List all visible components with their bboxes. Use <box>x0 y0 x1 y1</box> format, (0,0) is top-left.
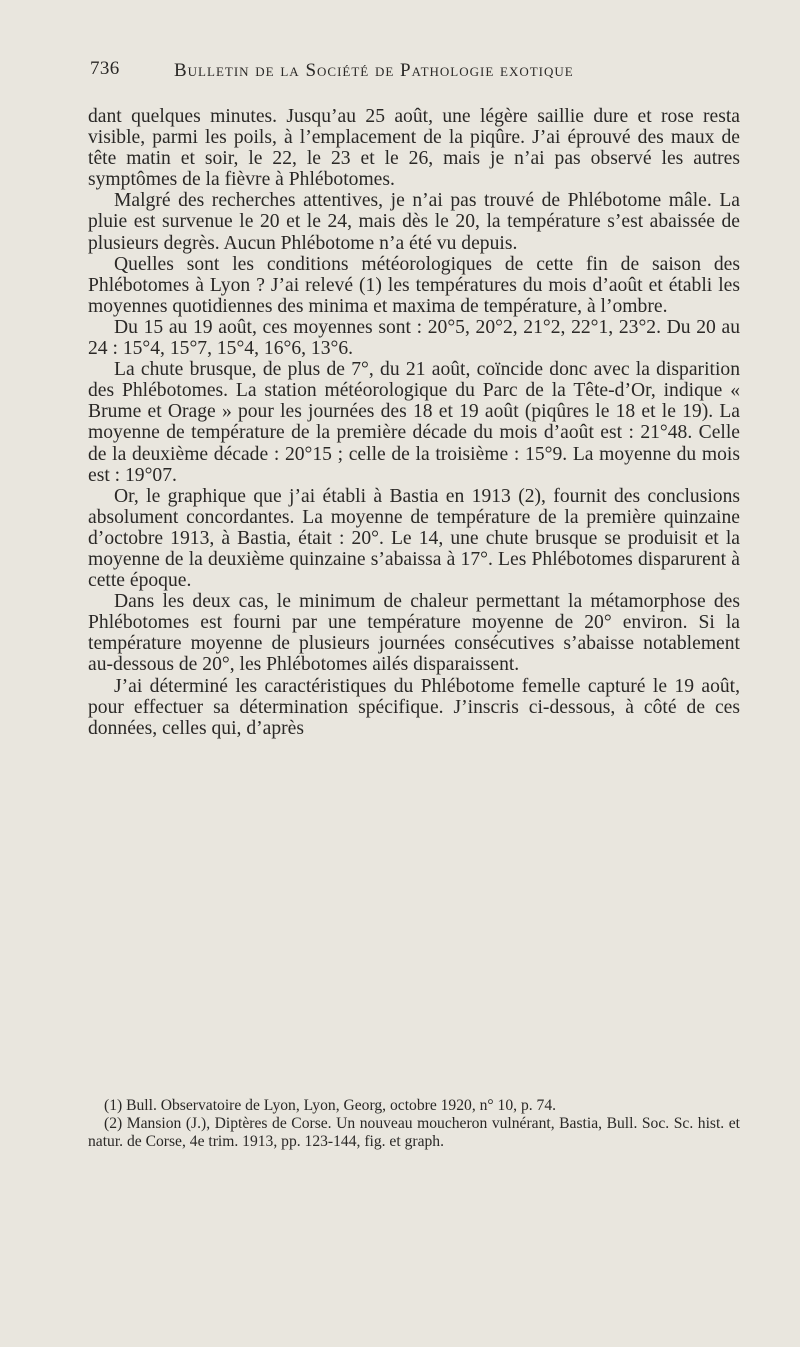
paragraph: Malgré des recherches attentives, je n’ai pas trouvé de Phlébotome mâle. La pluie est survenue le 20 et le 24, mais dès le 20, la température s’est abaissée de plusieurs degrès. Aucun Phlébotome n’a été vu depuis. <box>88 190 740 254</box>
footnote: (2) Mansion (J.), Diptères de Corse. Un nouveau moucheron vulnérant, Bastia, Bull. Soc. Sc. hist. et natur. de Corse, 4e trim. 1913, pp. 123-144, fig. et graph. <box>88 1115 740 1150</box>
page-number: 736 <box>90 58 120 79</box>
footnotes <box>88 1097 740 1151</box>
paragraph: J’ai déterminé les caractéristiques du Phlébotome femelle capturé le 19 août, pour effectuer sa détermination spécifique. J’inscris ci-dessous, à côté de ces données, celles qui, d’après <box>88 675 740 739</box>
paragraph: Dans les deux cas, le minimum de chaleur permettant la métamorphose des Phlébotomes est fourni par une température moyenne de 20° environ. Si la température moyenne de plusieurs journées consécutives s’abaisse notablement au-dessous de 20°, les Phlébotomes ailés disparaissent. <box>88 591 740 676</box>
paragraph: La chute brusque, de plus de 7°, du 21 août, coïncide donc avec la disparition des Phlébotomes. La station météorologique du Parc de la Tête-d’Or, indique « Brume et Orage » pour les journées des 18 et 19 août (piqûres le 18 et le 19). La moyenne de température de la première décade du mois d’août est : 21°48. Celle de la deuxième décade : 20°15 ; celle de la troisième : 15°9. La moyenne du mois est : 19°07. <box>88 359 740 486</box>
paragraph: Du 15 au 19 août, ces moyennes sont : 20°5, 20°2, 21°2, 22°1, 23°2. Du 20 au 24 : 15°4, 15°7, 15°4, 16°6, 13°6. <box>88 316 740 360</box>
paragraph: Or, le graphique que j’ai établi à Bastia en 1913 (2), fournit des conclusions absolument concordantes. La moyenne de température de la première quinzaine d’octobre 1913, à Bastia, était : 20°. Le 14, une chute brusque se produisit et la moyenne de la deuxième quinzaine s’abaissa à 17°. Les Phlébotomes disparurent à cette époque. <box>88 485 740 592</box>
running-title: Bulletin de la Société de Pathologie exotique <box>174 60 574 81</box>
paragraph: dant quelques minutes. Jusqu’au 25 août, une légère saillie dure et rose resta visible, parmi les poils, à l’emplacement de la piqûre. J’ai éprouvé des maux de tête matin et soir, le 22, le 23 et le 26, mais je n’ai pas observé les autres symptômes de la fièvre à Phlébotomes. <box>88 106 740 191</box>
footnote: (1) Bull. Observatoire de Lyon, Lyon, Georg, octobre 1920, n° 10, p. 74. <box>104 1097 557 1114</box>
body-text <box>88 106 740 739</box>
paragraph: Quelles sont les conditions météorologiques de cette fin de saison des Phlébotomes à Lyon ? J’ai relevé (1) les températures du mois d’août et établi les moyennes quotidiennes des minima et maxima de température, à l’ombre. <box>88 253 740 317</box>
